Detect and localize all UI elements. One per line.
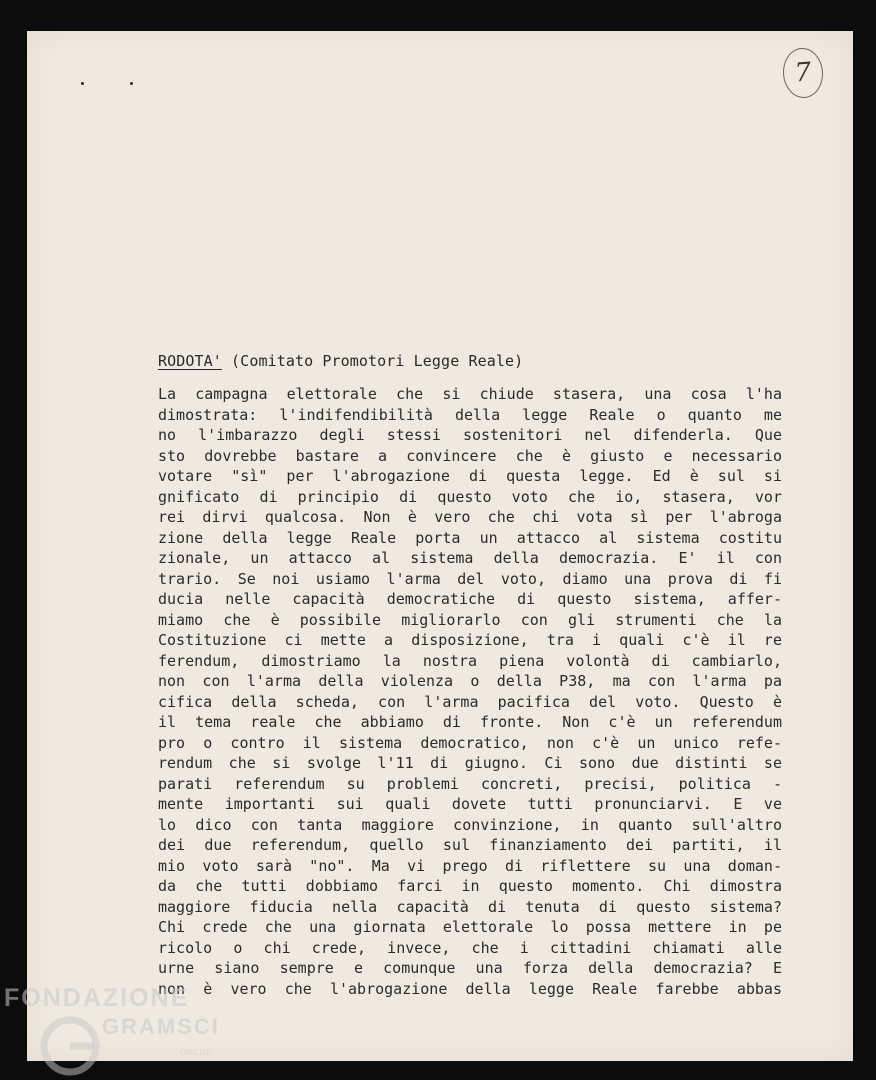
watermark-line-1: FONDAZIONE <box>4 984 190 1012</box>
text-line: parati referendum su problemi concreti, precisi, politica - <box>158 774 782 793</box>
text-line: rei dirvi qualcosa. Non è vero che chi vota sì per l'abroga <box>158 508 782 526</box>
text-line: sto dovrebbe bastare a convincere che è giusto e necessario <box>158 446 782 465</box>
speck <box>81 82 84 85</box>
text-line: trario. Se noi usiamo l'arma del voto, diamo una prova di fi <box>158 569 782 588</box>
watermark-line-3: ONLUS <box>180 1048 213 1057</box>
speech-body <box>158 384 782 999</box>
page-number: 7 <box>781 47 824 100</box>
text-line: non con l'arma della violenza o della P38, ma con l'arma pa <box>158 672 782 690</box>
text-line: non è vero che l'abrogazione della legge Reale farebbe abbas <box>158 979 782 998</box>
text-line: rendum che si svolge l'11 di giugno. Ci sono due distinti se <box>158 754 782 772</box>
text-line: miamo che è possibile migliorarlo con gli strumenti che la <box>158 610 782 629</box>
text-line: ferendum, dimostriamo la nostra piena volontà di cambiarlo, <box>158 651 782 670</box>
text-line: votare "sì" per l'abrogazione di questa legge. Ed è sul si <box>158 467 782 485</box>
speaker-affiliation: (Comitato Promotori Legge Reale) <box>221 352 524 370</box>
text-line: dei due referendum, quello sul finanziamento dei partiti, il <box>158 836 782 854</box>
text-line: dimostrata: l'indifendibilità della legge Reale o quanto me <box>158 405 782 424</box>
paper-specks <box>81 81 141 87</box>
text-line: cifica della scheda, con l'arma pacifica del voto. Questo è <box>158 692 782 711</box>
speaker-heading <box>158 352 523 370</box>
watermark-line-2: GRAMSCI <box>102 1014 220 1039</box>
text-line: zionale, un attacco al sistema della democrazia. E' il con <box>158 549 782 567</box>
text-line: La campagna elettorale che si chiude stasera, una cosa l'ha <box>158 385 782 403</box>
text-line: lo dico con tanta maggiore convinzione, in quanto sull'altro <box>158 815 782 834</box>
text-line: no l'imbarazzo degli stessi sostenitori nel difenderla. Que <box>158 426 782 444</box>
text-line: Chi crede che una giornata elettorale lo possa mettere in pe <box>158 918 782 936</box>
text-line: ducia nelle capacità democratiche di questo sistema, affer- <box>158 590 782 608</box>
text-line: pro o contro il sistema democratico, non c'è un unico refe- <box>158 733 782 752</box>
text-line: Costituzione ci mette a disposizione, tra i quali c'è il re <box>158 631 782 649</box>
text-line: zione della legge Reale porta un attacco al sistema costitu <box>158 528 782 547</box>
speck <box>130 82 133 85</box>
watermark-logo <box>4 982 244 1077</box>
text-line: gnificato di principio di questo voto che io, stasera, vor <box>158 487 782 506</box>
text-line: mio voto sarà "no". Ma vi prego di riflettere su una doman- <box>158 856 782 875</box>
text-line: il tema reale che abbiamo di fronte. Non c'è un referendum <box>158 713 782 731</box>
text-line: ricolo o chi crede, invece, che i cittadini chiamati alle <box>158 938 782 957</box>
text-line: da che tutti dobbiamo farci in questo momento. Chi dimostra <box>158 877 782 895</box>
text-line: mente importanti sui quali dovete tutti pronunciarvi. E ve <box>158 795 782 813</box>
text-line: urne siano sempre e comunque una forza della democrazia? E <box>158 959 782 977</box>
watermark-mark-icon <box>36 1010 106 1076</box>
text-line: maggiore fiducia nella capacità di tenuta di questo sistema? <box>158 897 782 916</box>
speaker-name: RODOTA' <box>158 352 222 370</box>
